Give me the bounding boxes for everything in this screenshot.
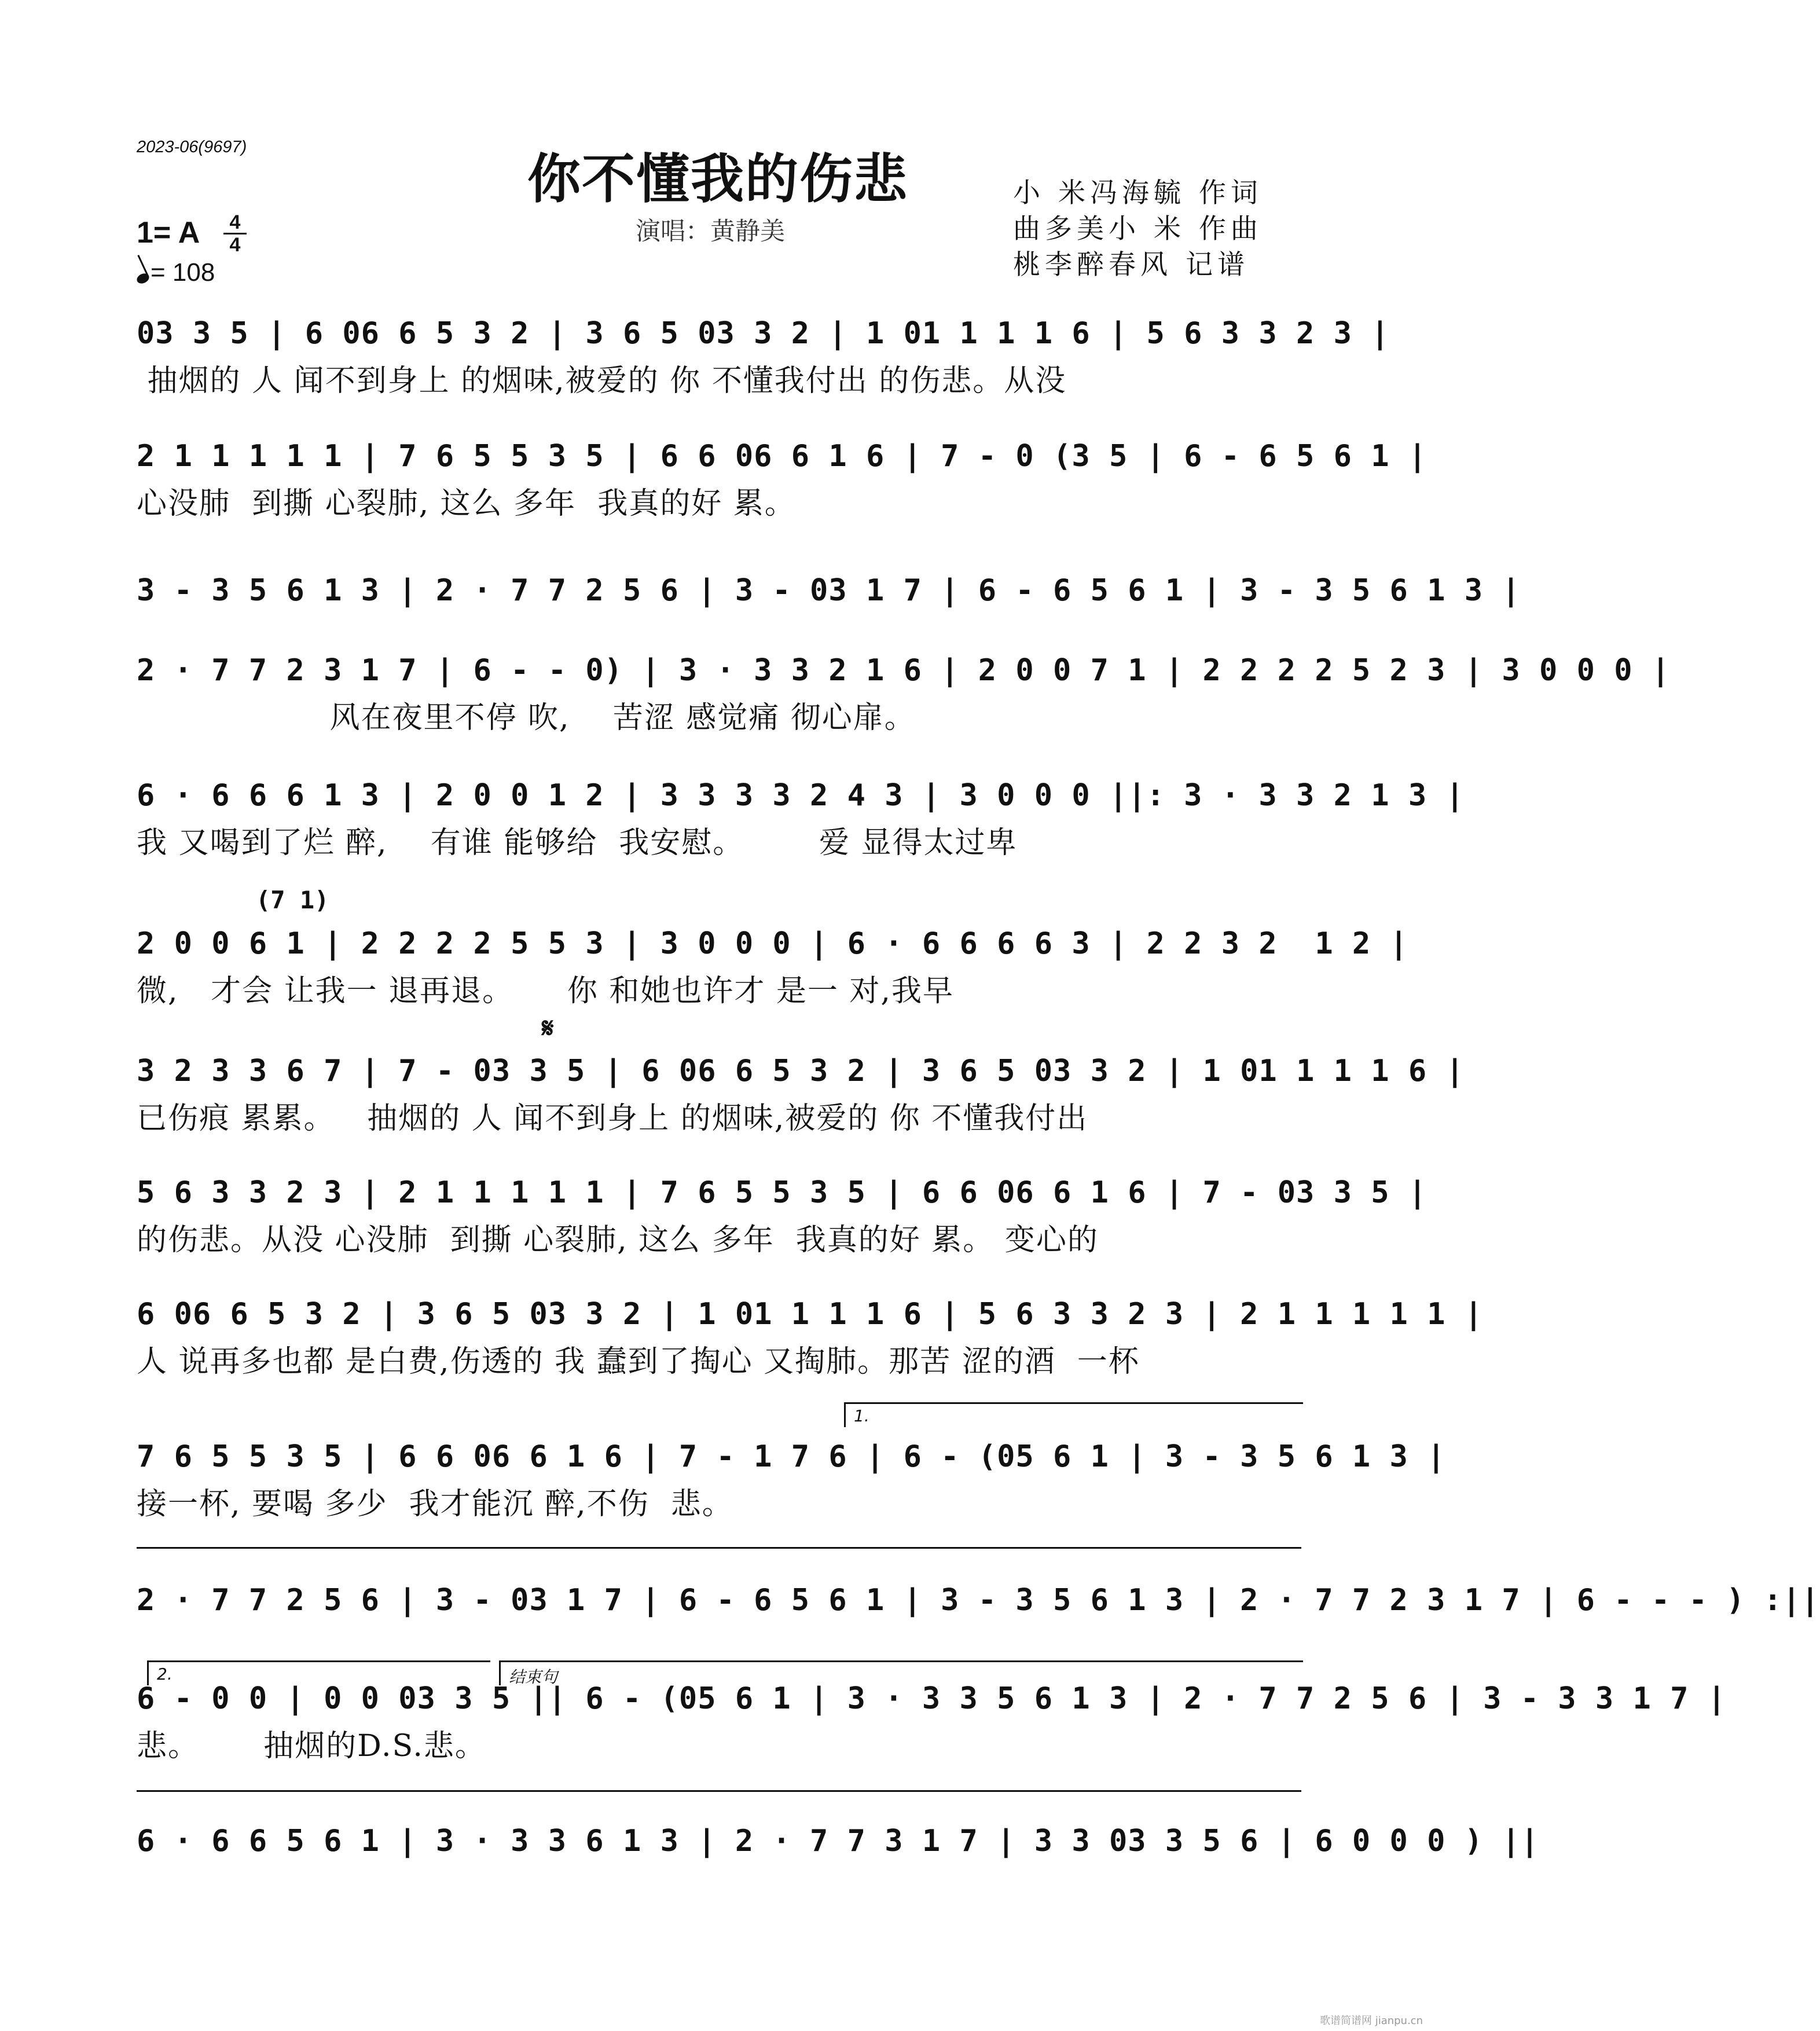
notes-row: 03 3 5 | 6 06 6 5 3 2 | 3 6 5 03 3 2 | 1 01 1 1 1 6 | 5 6 3 3 2 3 | (137, 316, 1390, 351)
lyrics-row: 人 说再多也都 是白费,伤透的 我 蠢到了掏心 又掏肺。那苦 涩的酒 一杯 (137, 1344, 1140, 1379)
notes-row: 3 - 3 5 6 1 3 | 2 · 7 7 2 5 6 | 3 - 03 1 7 | 6 - 6 5 6 1 | 3 - 3 5 6 1 3 | (137, 573, 1521, 608)
music-line (137, 1681, 1727, 1764)
lyrics-row: 已伤痕 累累。 抽烟的 人 闻不到身上 的烟味,被爱的 你 不懂我付出 (137, 1101, 1088, 1136)
volta-2-label: 2. (157, 1665, 173, 1684)
volta-1-continuation (137, 1547, 1301, 1549)
music-line (137, 316, 1390, 398)
site-watermark: 歌谱简谱网 jianpu.cn (1319, 2015, 1423, 2027)
lyrics-row: 的伤悲。从没 心没肺 到撕 心裂肺, 这么 多年 我真的好 累。 变心的 (137, 1223, 1099, 1258)
lyrics-row: 风在夜里不停 吹, 苦涩 感觉痛 彻心扉。 (137, 701, 916, 735)
music-line (137, 573, 1521, 648)
music-line (137, 1824, 1539, 1899)
segno-sign: 𝄋 (542, 1012, 554, 1044)
singer-credit: 演唱：黄静美 (636, 217, 785, 246)
music-line (137, 1583, 1820, 1658)
lyrics-row: 心没肺 到撕 心裂肺, 这么 多年 我真的好 累。 (137, 486, 796, 521)
tempo-marking (137, 258, 215, 287)
music-line (137, 1175, 1428, 1258)
music-line (137, 1297, 1484, 1379)
notes-row: 6 - 0 0 | 0 0 03 3 5 || 6 - (05 6 1 | 3 · 3 3 5 6 1 3 | 2 · 7 7 2 5 6 | 3 - 3 3 1 7 | (137, 1681, 1727, 1716)
music-line (137, 926, 1408, 1009)
volta-1-bracket (844, 1402, 1303, 1427)
song-title: 你不懂我的伤悲 (527, 148, 908, 210)
volta-1-label: 1. (854, 1406, 869, 1425)
lyricist-credit: 小 米冯海毓 作词 (1013, 177, 1263, 209)
notes-row: 2 0 0 6 1 | 2 2 2 2 5 5 3 | 3 0 0 0 | 6 · 6 6 6 6 3 | 2 2 3 2 1 2 | (137, 926, 1408, 961)
key-signature: 1= A (137, 216, 200, 250)
meter-bottom: 4 (229, 234, 241, 256)
lyrics-row: 微, 才会 让我一 退再退。 你 和她也许才 是一 对,我早 (137, 974, 954, 1009)
composer-credit: 曲多美小 米 作曲 (1013, 213, 1263, 245)
tempo-value: = 108 (151, 258, 215, 287)
lyrics-row: 悲。 抽烟的D.S.悲。 (137, 1729, 486, 1764)
notes-row: 2 1 1 1 1 1 | 7 6 5 5 3 5 | 6 6 06 6 1 6 | 7 - 0 (3 5 | 6 - 6 5 6 1 | (137, 439, 1428, 474)
quarter-note-icon (135, 272, 151, 285)
music-line (137, 778, 1465, 860)
notes-row: 2 · 7 7 2 3 1 7 | 6 - - 0) | 3 · 3 3 2 1 6 | 2 0 0 7 1 | 2 2 2 2 5 2 3 | 3 0 0 0 | (137, 653, 1671, 688)
lyrics-row: 我 又喝到了烂 醉, 有谁 能够给 我安慰。 爱 显得太过卑 (137, 826, 1018, 860)
time-signature (223, 213, 247, 254)
score-code-date: 2023-06(9697) (137, 138, 247, 156)
lyrics-row: 抽烟的 人 闻不到身上 的烟味,被爱的 你 不懂我付出 的伤悲。从没 (137, 364, 1067, 398)
notes-row: 2 · 7 7 2 5 6 | 3 - 03 1 7 | 6 - 6 5 6 1 | 3 - 3 5 6 1 3 | 2 · 7 7 2 3 1 7 | 6 - - - ) :|| (137, 1583, 1820, 1618)
ending-continuation (137, 1790, 1301, 1792)
notes-row: 6 06 6 5 3 2 | 3 6 5 03 3 2 | 1 01 1 1 1 6 | 5 6 3 3 2 3 | 2 1 1 1 1 1 | (137, 1297, 1484, 1332)
music-line (137, 653, 1671, 735)
music-line (137, 1439, 1446, 1522)
music-line (137, 1054, 1465, 1136)
notes-row: 5 6 3 3 2 3 | 2 1 1 1 1 1 | 7 6 5 5 3 5 | 6 6 06 6 1 6 | 7 - 03 3 5 | (137, 1175, 1428, 1210)
notes-row: 6 · 6 6 6 1 3 | 2 0 0 1 2 | 3 3 3 3 2 4 3 | 3 0 0 0 ||: 3 · 3 3 2 1 3 | (137, 778, 1465, 813)
transcriber-credit: 桃李醉春风 记谱 (1013, 249, 1249, 281)
alternate-notes: (7 1) (256, 886, 329, 914)
meter-top: 4 (229, 211, 241, 233)
lyrics-row: 接一杯, 要喝 多少 我才能沉 醉,不伤 悲。 (137, 1487, 733, 1522)
notes-row: 7 6 5 5 3 5 | 6 6 06 6 1 6 | 7 - 1 7 6 | 6 - (05 6 1 | 3 - 3 5 6 1 3 | (137, 1439, 1446, 1474)
notes-row: 6 · 6 6 5 6 1 | 3 · 3 3 6 1 3 | 2 · 7 7 3 1 7 | 3 3 03 3 5 6 | 6 0 0 0 ) || (137, 1824, 1539, 1858)
ending-label: 结束句 (509, 1667, 558, 1687)
music-line (137, 439, 1428, 521)
notes-row: 3 2 3 3 6 7 | 7 - 03 3 5 | 6 06 6 5 3 2 | 3 6 5 03 3 2 | 1 01 1 1 1 6 | (137, 1054, 1465, 1088)
